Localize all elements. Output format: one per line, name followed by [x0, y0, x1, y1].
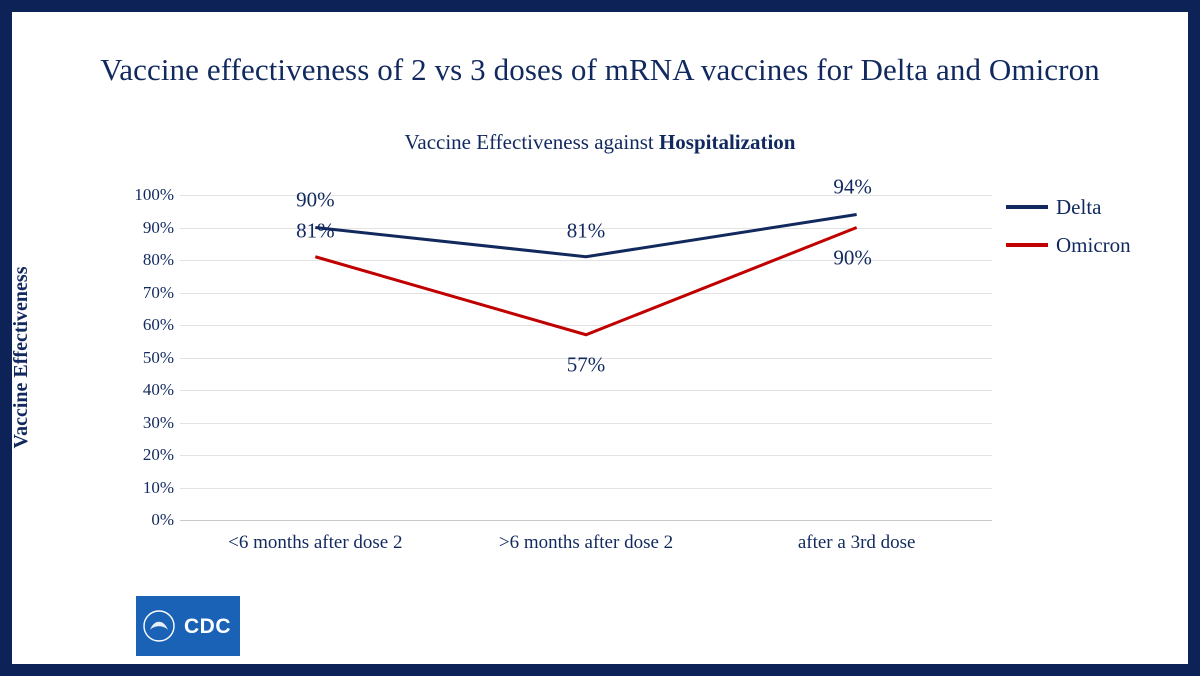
cdc-logo-text: CDC	[184, 614, 231, 638]
series-line-omicron	[315, 228, 856, 335]
y-tick-label: 80%	[142, 250, 174, 269]
slide-card	[12, 12, 1188, 664]
legend-item-omicron[interactable]	[1006, 226, 1186, 264]
chart-title-prefix: Vaccine Effectiveness against	[404, 130, 659, 154]
x-axis-tick-labels	[180, 532, 992, 564]
legend-swatch-icon	[1006, 205, 1048, 209]
legend-item-delta[interactable]	[1006, 188, 1186, 226]
hhs-seal-icon	[142, 605, 176, 647]
legend	[1006, 188, 1186, 264]
chart-title	[12, 130, 1188, 155]
plot-area	[180, 174, 992, 520]
y-tick-label: 10%	[142, 477, 174, 497]
y-tick-label: 70%	[142, 282, 174, 302]
gridline	[180, 520, 992, 521]
page-title: Vaccine effectiveness of 2 vs 3 doses of mRNA vaccines for Delta and Omicron	[100, 52, 1100, 87]
data-label-delta: 81%	[566, 218, 606, 243]
x-tick-label: <6 months after dose 2	[228, 532, 403, 553]
data-label-delta: 90%	[296, 187, 335, 211]
y-tick-label: 90%	[142, 217, 174, 237]
data-label-omicron: 90%	[833, 245, 872, 269]
y-axis-title: Vaccine Effectiveness	[10, 266, 32, 449]
data-label-omicron: 81%	[296, 218, 335, 243]
legend-label: Omicron	[1056, 232, 1131, 257]
y-tick-label: 30%	[142, 412, 174, 432]
y-tick-label: 0%	[151, 510, 174, 529]
legend-label: Delta	[1056, 194, 1102, 219]
y-tick-label: 60%	[142, 315, 174, 334]
x-tick-label: >6 months after dose 2	[498, 532, 674, 553]
y-tick-label: 20%	[142, 445, 174, 464]
data-label-omicron: 57%	[566, 352, 606, 377]
y-tick-label: 100%	[134, 185, 174, 204]
footer-bar	[0, 580, 1200, 676]
white-house-glyph-icon	[52, 609, 98, 643]
y-tick-label: 50%	[142, 347, 174, 367]
x-tick-label: after a 3rd dose	[797, 532, 916, 553]
white-house-seal-icon	[33, 598, 117, 654]
legend-swatch-icon	[1006, 243, 1048, 247]
y-tick-label: 40%	[142, 380, 174, 399]
chart-title-strong: Hospitalization	[658, 130, 796, 154]
data-label-delta: 94%	[833, 174, 872, 198]
y-axis-tick-labels	[112, 185, 174, 529]
cdc-logo	[136, 596, 240, 656]
source-citation: Source MMWR: http://dx.doi.org/10.15585/mmwr.mm7104e3.	[700, 621, 1156, 641]
